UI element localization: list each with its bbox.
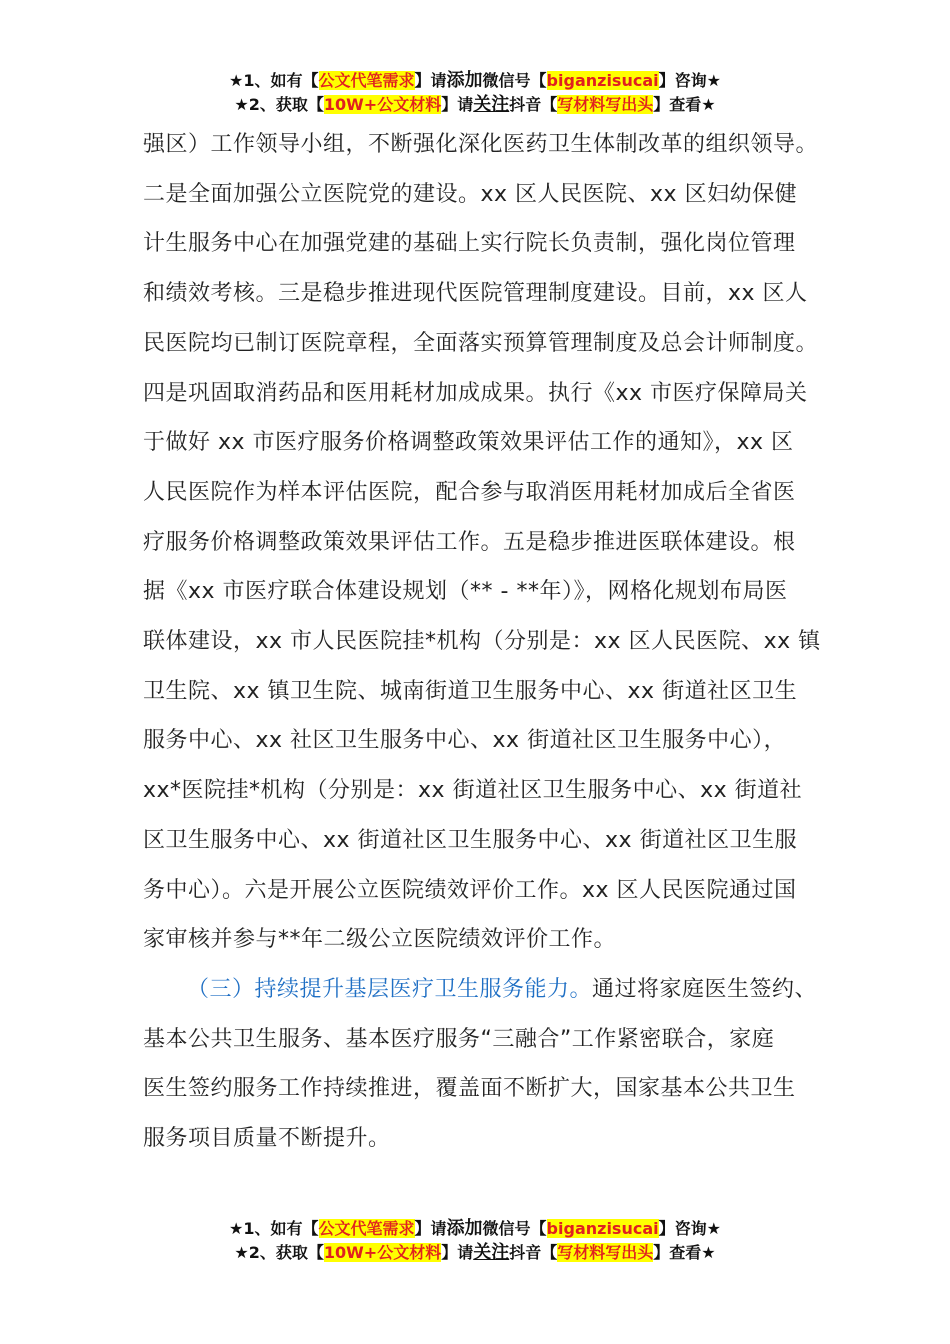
banner-highlight: 公文代笔需求 (318, 1219, 415, 1238)
banner-douyin-id: 写材料写出头 (557, 1243, 654, 1262)
text-line: 联体建设，xx 市人民医院挂*机构（分别是：xx 区人民医院、xx 镇 (143, 629, 821, 655)
paragraph-grassroots (143, 965, 818, 1164)
banner-text: 】咨询★ (658, 1219, 721, 1238)
banner-douyin-id: 写材料写出头 (557, 95, 654, 114)
banner-text: ★2、获取【 (234, 1243, 324, 1262)
text-line: 据《xx 市医疗联合体建设规划（** - **年）》，网格化规划布局医 (143, 579, 788, 605)
banner-text: 】请 (414, 71, 447, 90)
banner-wechat-id: biganzisucai (546, 1219, 659, 1238)
banner-text: 】查看★ (653, 95, 716, 114)
banner-line-2 (0, 1241, 950, 1265)
banner-highlight: 公文代笔需求 (318, 71, 415, 90)
text-line: 民医院均已制订医院章程，全面落实预算管理制度及总会计师制度。 (143, 330, 819, 356)
text-line: 基本公共卫生服务、基本医疗服务“三融合”工作紧密联合，家庭 (143, 1026, 775, 1052)
banner-emphasis: 关注 (473, 1242, 510, 1263)
text-line (143, 965, 818, 1015)
banner-text: 】请 (414, 1219, 447, 1238)
banner-line-1 (0, 69, 950, 93)
text-line: 家审核并参与**年二级公立医院绩效评价工作。 (143, 927, 617, 953)
text-line: 医生签约服务工作持续推进，覆盖面不断扩大，国家基本公共卫生 (143, 1076, 796, 1102)
text-fragment: 通过将家庭医生签约、 (592, 976, 818, 1002)
banner-wechat-id: biganzisucai (546, 71, 659, 90)
text-line: 卫生院、xx 镇卫生院、城南街道卫生服务中心、xx 街道社区卫生 (143, 678, 798, 704)
banner-highlight: 10W+公文材料 (323, 95, 442, 114)
text-line: 强区）工作领导小组，不断强化深化医药卫生体制改革的组织领导。 (143, 132, 819, 157)
banner-text: 】请 (441, 95, 474, 114)
text-line: 二是全面加强公立医院党的建设。xx 区人民医院、xx 区妇幼保健 (143, 181, 798, 207)
text-line: 和绩效考核。三是稳步推进现代医院管理制度建设。目前，xx 区人 (143, 281, 808, 307)
banner-text: 】咨询★ (658, 71, 721, 90)
text-line: 服务中心、xx 社区卫生服务中心、xx 街道社区卫生服务中心）， (143, 728, 787, 754)
banner-text: 】请 (441, 1243, 474, 1262)
banner-line-1 (0, 1217, 950, 1241)
banner-text: 微信号【 (482, 1219, 547, 1238)
banner-text: 微信号【 (482, 71, 547, 90)
banner-highlight: 10W+公文材料 (323, 1243, 442, 1262)
banner-text: 抖音【 (509, 95, 558, 114)
text-line: 疗服务价格调整政策效果评估工作。五是稳步推进医联体建设。根 (143, 529, 796, 555)
text-line: 服务项目质量不断提升。 (143, 1126, 391, 1152)
banner-emphasis: 添加 (446, 1218, 483, 1239)
text-line: 人民医院作为样本评估医院，配合参与取消医用耗材加成后全省医 (143, 479, 796, 505)
footer-banner (0, 1217, 950, 1265)
banner-emphasis: 关注 (473, 94, 510, 115)
banner-text: ★2、获取【 (234, 95, 324, 114)
document-body (143, 120, 821, 1164)
banner-emphasis: 添加 (446, 70, 483, 91)
banner-line-2 (0, 93, 950, 117)
text-line: 于做好 xx 市医疗服务价格调整政策效果评估工作的通知》，xx 区 (143, 430, 794, 456)
text-line: 务中心）。六是开展公立医院绩效评价工作。xx 区人民医院通过国 (143, 877, 797, 903)
text-line: 四是巩固取消药品和医用耗材加成成果。执行《xx 市医疗保障局关 (143, 380, 808, 406)
banner-text: 】查看★ (653, 1243, 716, 1262)
text-line: 计生服务中心在加强党建的基础上实行院长负责制，强化岗位管理 (143, 231, 796, 257)
header-banner (0, 69, 950, 117)
banner-text: ★1、如有【 (229, 71, 319, 90)
banner-text: 抖音【 (509, 1243, 558, 1262)
text-line: xx*医院挂*机构（分别是：xx 街道社区卫生服务中心、xx 街道社 (143, 778, 803, 804)
section-heading: （三）持续提升基层医疗卫生服务能力。 (187, 976, 593, 1002)
paragraph-reform (143, 120, 821, 965)
banner-text: ★1、如有【 (229, 1219, 319, 1238)
text-line: 区卫生服务中心、xx 街道社区卫生服务中心、xx 街道社区卫生服 (143, 827, 798, 853)
